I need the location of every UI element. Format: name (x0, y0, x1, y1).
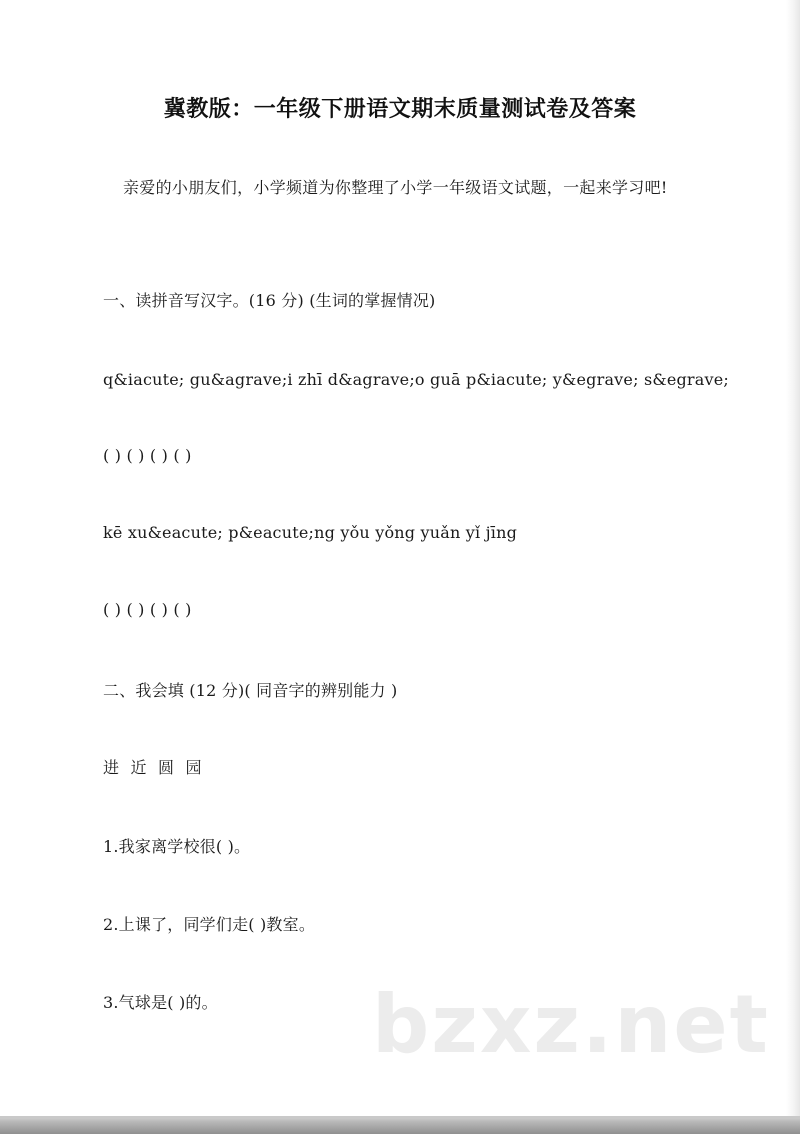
watermark-logo: bzxz.net (372, 978, 770, 1071)
section-2-heading: 二、我会填 (12 分)( 同音字的辨别能力 ) (103, 681, 398, 700)
document-title: 冀教版：一年级下册语文期末质量测试卷及答案 (163, 97, 637, 122)
question-1: 1.我家离学校很( )。 (103, 837, 251, 856)
answer-blanks-1: ( ) ( ) ( ) ( ) (103, 446, 192, 465)
section-1-heading: 一、读拼音写汉字。(16 分) (生词的掌握情况) (103, 291, 436, 310)
answer-blanks-2: ( ) ( ) ( ) ( ) (103, 600, 192, 619)
page-edge-shadow (786, 0, 800, 1134)
intro-paragraph: 亲爱的小朋友们，小学频道为你整理了小学一年级语文试题，一起来学习吧! (123, 178, 668, 197)
word-choices: 进 近 圆 园 (103, 758, 202, 777)
pinyin-row-1: q&iacute; gu&agrave;i zhī d&agrave;o guā p&iacute; y&egrave; s&egrave; (103, 370, 730, 389)
question-3: 3.气球是( )的。 (103, 993, 218, 1012)
question-2: 2.上课了，同学们走( )教室。 (103, 915, 316, 934)
pinyin-row-2: kē xu&eacute; p&eacute;ng yǒu yǒng yuǎn yǐ jīng (103, 523, 518, 542)
bottom-scroll-strip (0, 1116, 800, 1134)
